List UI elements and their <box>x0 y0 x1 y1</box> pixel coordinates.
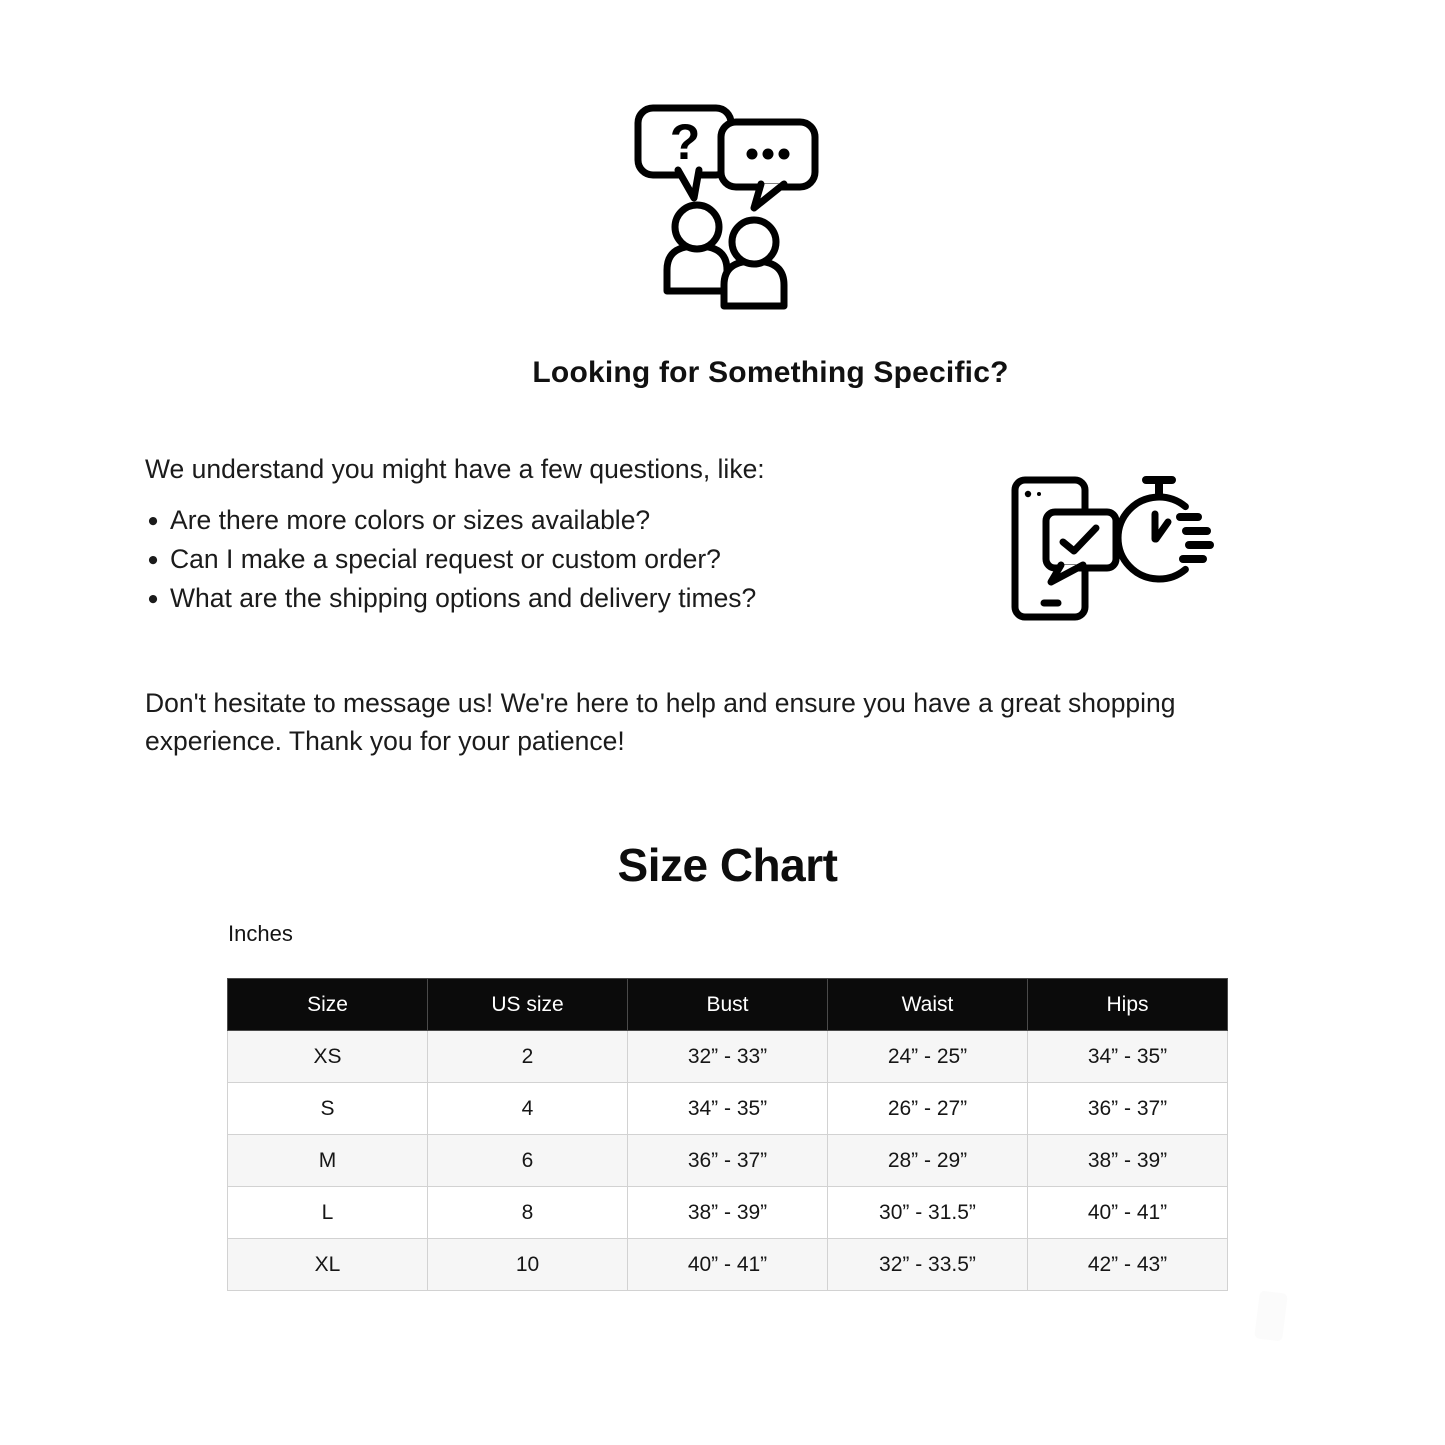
bullet-icon: ● <box>147 587 159 609</box>
table-cell: 36” - 37” <box>628 1135 828 1187</box>
table-cell: 24” - 25” <box>828 1031 1028 1083</box>
phone-camera-dot <box>1025 491 1031 497</box>
column-header-hips: Hips <box>1028 979 1228 1031</box>
watermark <box>1254 1290 1288 1341</box>
unit-label: Inches <box>228 921 293 946</box>
column-header-size: Size <box>228 979 428 1031</box>
person-head-left <box>675 205 719 249</box>
table-cell: XL <box>228 1239 428 1291</box>
table-cell: 42” - 43” <box>1028 1239 1228 1291</box>
table-cell: 28” - 29” <box>828 1135 1028 1187</box>
table-cell: S <box>228 1083 428 1135</box>
table-row <box>228 1083 1228 1135</box>
person-head-right <box>732 220 776 264</box>
table-row <box>228 1031 1228 1083</box>
typing-bubble-tail <box>754 184 784 208</box>
stopwatch-icon <box>1118 480 1210 579</box>
table-row <box>228 1239 1228 1291</box>
table-cell: 32” - 33.5” <box>828 1239 1028 1291</box>
question-mark-glyph: ? <box>669 114 701 170</box>
table-cell: 36” - 37” <box>1028 1083 1228 1135</box>
list-item <box>145 501 756 540</box>
speed-lines-icon <box>1180 517 1210 559</box>
list-item <box>145 579 756 618</box>
table-cell: L <box>228 1187 428 1239</box>
bullet-icon: ● <box>147 548 159 570</box>
phone-speaker-dot <box>1037 492 1041 496</box>
table-cell: XS <box>228 1031 428 1083</box>
question-bubble-tail <box>678 170 699 198</box>
table-cell: 6 <box>428 1135 628 1187</box>
size-chart-header <box>228 979 1228 1031</box>
table-cell: 10 <box>428 1239 628 1291</box>
table-row <box>228 1135 1228 1187</box>
size-chart-body <box>228 1031 1228 1291</box>
table-cell: 26” - 27” <box>828 1083 1028 1135</box>
table-cell: 34” - 35” <box>628 1083 828 1135</box>
table-cell: 40” - 41” <box>628 1239 828 1291</box>
column-header-us-size: US size <box>428 979 628 1031</box>
question-text: What are the shipping options and delivery times? <box>170 583 757 613</box>
question-text: Are there more colors or sizes available? <box>170 505 651 535</box>
person-body-left <box>667 246 727 291</box>
table-cell: 34” - 35” <box>1028 1031 1228 1083</box>
table-row <box>228 1187 1228 1239</box>
table-cell: 2 <box>428 1031 628 1083</box>
question-list <box>145 501 756 618</box>
table-cell: 32” - 33” <box>628 1031 828 1083</box>
list-item <box>145 540 756 579</box>
typing-dots-icon <box>747 149 790 160</box>
table-cell: 40” - 41” <box>1028 1187 1228 1239</box>
table-cell: 38” - 39” <box>628 1187 828 1239</box>
table-cell: 30” - 31.5” <box>828 1187 1028 1239</box>
table-cell: M <box>228 1135 428 1187</box>
closing-text: Don't hesitate to message us! We're here to help and ensure you have a great shopping experience. Thank you for your patience! <box>145 687 1176 756</box>
column-header-bust: Bust <box>628 979 828 1031</box>
table-cell: 38” - 39” <box>1028 1135 1228 1187</box>
chat-question-people-icon <box>628 100 830 316</box>
size-chart-title: Size Chart <box>617 839 838 891</box>
column-header-waist: Waist <box>828 979 1028 1031</box>
question-text: Can I make a special request or custom order? <box>170 544 721 574</box>
person-body-right <box>724 261 784 306</box>
bullet-icon: ● <box>147 509 159 531</box>
table-cell: 8 <box>428 1187 628 1239</box>
size-chart-table <box>227 978 1228 1291</box>
intro-text: We understand you might have a few questions, like: <box>145 453 765 484</box>
page-title: Looking for Something Specific? <box>532 356 1009 389</box>
header-row <box>228 979 1228 1031</box>
fast-reply-phone-stopwatch-icon <box>1008 470 1223 625</box>
table-cell: 4 <box>428 1083 628 1135</box>
